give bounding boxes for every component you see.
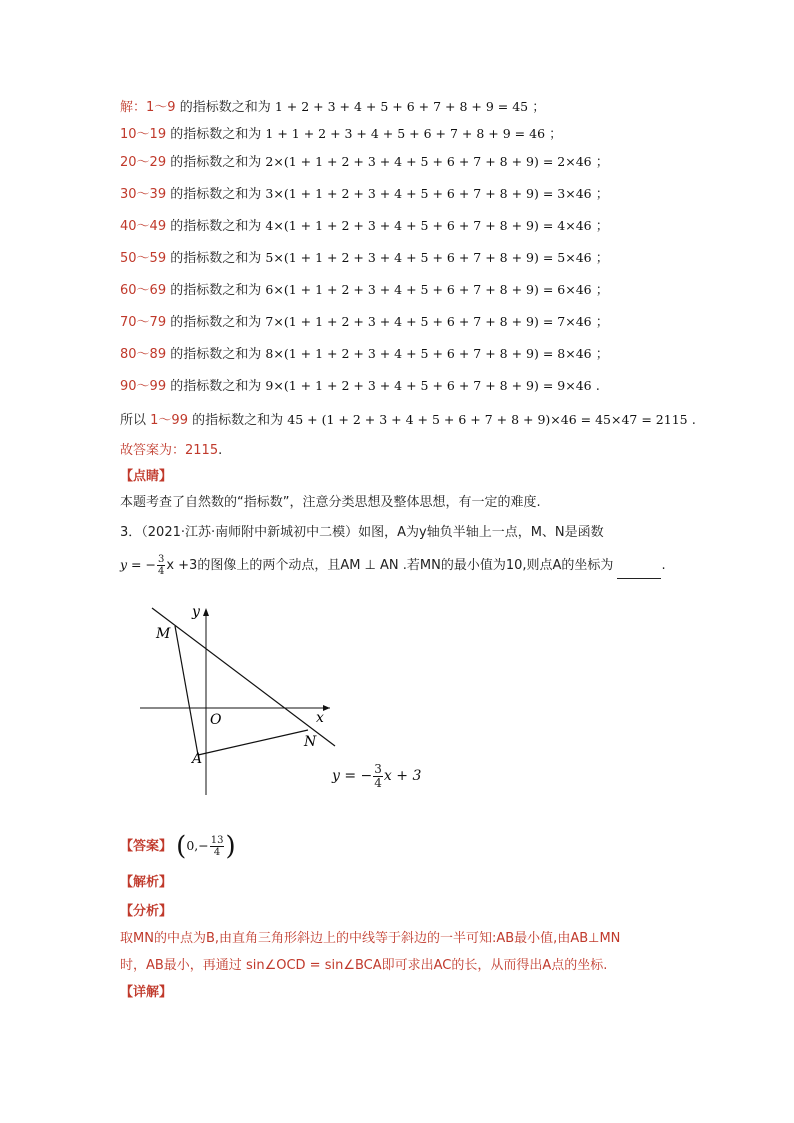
label-n: N (304, 734, 317, 750)
solution-line: 70～79 的指标数之和为 7×(1 + 1 + 2 + 3 + 4 + 5 + 6 + 7 + 8 + 9) = 7×46 ； (120, 314, 609, 330)
answer-text-line: 故答案为：2115. (120, 443, 223, 458)
fenxi-heading: 【分析】 (120, 904, 173, 919)
solution-line: 10～19 的指标数之和为 1 + 1 + 2 + 3 + 4 + 5 + 6 + 7 + 8 + 9 = 46 ； (120, 126, 563, 142)
solution-line: 60～69 的指标数之和为 6×(1 + 1 + 2 + 3 + 4 + 5 + 6 + 7 + 8 + 9) = 6×46 ； (120, 282, 609, 298)
label-a: A (192, 751, 203, 767)
summary-line: 所以 1～99 的指标数之和为 45 + (1 + 2 + 3 + 4 + 5 + 6 + 7 + 8 + 9)×46 = 45×47 = 2115 . (120, 412, 696, 428)
solution-line: 80～89 的指标数之和为 8×(1 + 1 + 2 + 3 + 4 + 5 + 6 + 7 + 8 + 9) = 8×46 ； (120, 346, 609, 362)
x-axis-arrow-icon (323, 705, 330, 711)
segment-am (175, 626, 198, 755)
comment-heading: 【点睛】 (120, 469, 173, 484)
figure-caption: y = − $\frac{3}{4}$ x + 3 (332, 762, 422, 790)
fenxi-line1: 取MN的中点为B,由直角三角形斜边上的中线等于斜边的一半可知:AB最小值,由AB⊥MN (120, 931, 621, 946)
analysis-heading: 【解析】 (120, 875, 173, 890)
solution-line: 90～99 的指标数之和为 9×(1 + 1 + 2 + 3 + 4 + 5 + 6 + 7 + 8 + 9) = 9×46 . (120, 378, 600, 394)
fenxi-line2: 时，AB最小，再通过 sin∠OCD = sin∠BCA即可求出AC的长，从而得出A点的坐标. (120, 958, 608, 973)
solution-line: 50～59 的指标数之和为 5×(1 + 1 + 2 + 3 + 4 + 5 + 6 + 7 + 8 + 9) = 5×46 ； (120, 250, 609, 266)
slope-fraction: $\frac{3}{4}$ (157, 554, 165, 577)
solution-line: 40～49 的指标数之和为 4×(1 + 1 + 2 + 3 + 4 + 5 + 6 + 7 + 8 + 9) = 4×46 ； (120, 218, 609, 234)
solution-line: 20～29 的指标数之和为 2×(1 + 1 + 2 + 3 + 4 + 5 + 6 + 7 + 8 + 9) = 2×46 ； (120, 154, 609, 170)
detail-heading: 【详解】 (120, 985, 173, 1000)
y-axis-arrow-icon (203, 608, 209, 616)
label-m: M (156, 626, 171, 642)
function-line (152, 608, 335, 746)
problem3-line2: y = − $\frac{3}{4}$ x +3的图像上的两个动点，且AM ⊥ AN .若MN的最小值为10,则点A的坐标为 . (120, 554, 666, 577)
answer-blank (617, 565, 661, 579)
solution-line: 解：1～9 的指标数之和为 1 + 2 + 3 + 4 + 5 + 6 + 7 + 8 + 9 = 45 ； (120, 99, 546, 115)
label-o: O (210, 712, 222, 728)
comment-text: 本题考查了自然数的“指标数”，注意分类思想及整体思想，有一定的难度. (120, 495, 541, 510)
label-x: x (316, 710, 324, 726)
solution-line: 30～39 的指标数之和为 3×(1 + 1 + 2 + 3 + 4 + 5 + 6 + 7 + 8 + 9) = 3×46 ； (120, 186, 609, 202)
answer-block: 【答案】 (0,− $\frac{13}{4}$ ) (120, 831, 236, 862)
segment-an (198, 730, 308, 755)
label-y: y (192, 604, 200, 620)
problem3-line1: 3．（2021·江苏·南师附中新城初中二模）如图，A为y轴负半轴上一点，M、N是函数 (120, 525, 604, 540)
